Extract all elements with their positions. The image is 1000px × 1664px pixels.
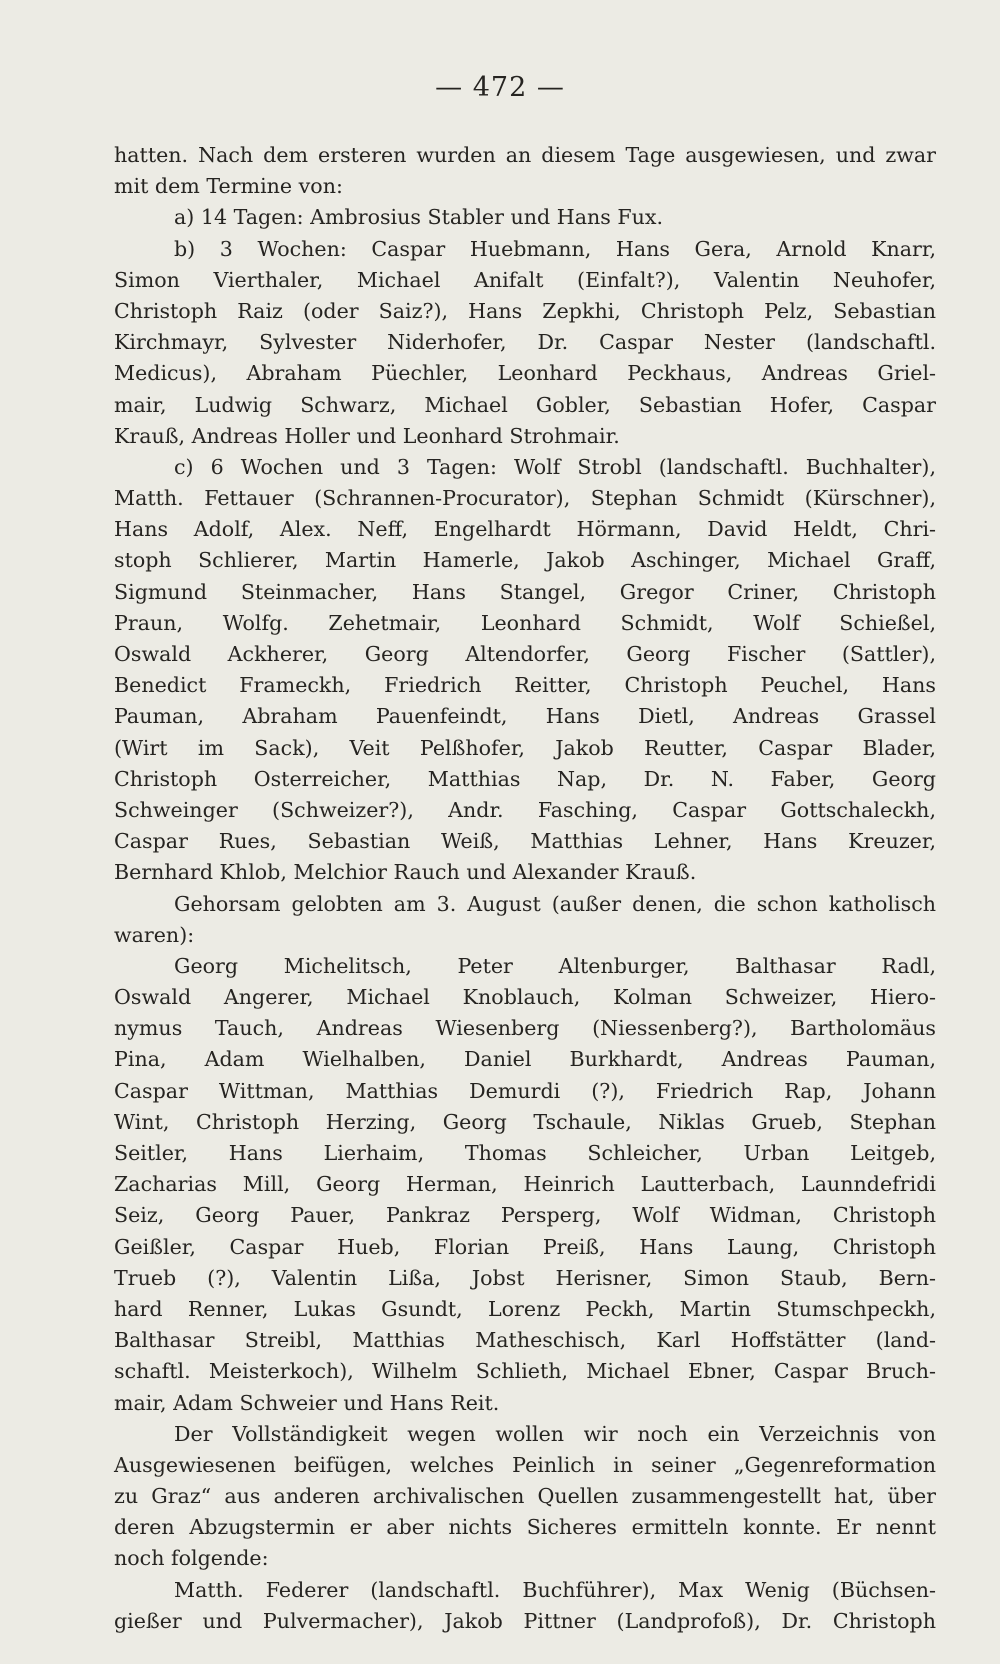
text-line: Gehorsam gelobten am 3. August (außer denen, die schon katholisch [174,891,936,916]
text-line: schaftl. Meisterkoch), Wilhelm Schlieth, Michael Ebner, Caspar Bruch- [114,1359,936,1384]
page-number: — 472 — [435,72,565,103]
text-line: Christoph Osterreicher, Matthias Nap, Dr. N. Faber, Georg [114,766,936,791]
text-line: noch folgende: [114,1546,269,1571]
text-line: Der Vollständigkeit wegen wollen wir noch ein Verzeichnis von [174,1421,936,1446]
body-text [114,140,936,1637]
text-line: Pauman, Abraham Pauenfeindt, Hans Dietl, Andreas Grassel [114,704,936,729]
text-line: Caspar Wittman, Matthias Demurdi (?), Friedrich Rap, Johann [114,1078,936,1103]
text-line: Oswald Ackherer, Georg Altendorfer, Georg Fischer (Sattler), [114,642,936,666]
text-line: Matth. Federer (landschaftl. Buchführer), Max Wenig (Büchsen- [174,1577,936,1602]
text-line: waren): [114,922,195,947]
text-line: Pina, Adam Wielhalben, Daniel Burkhardt, Andreas Pauman, [114,1047,936,1072]
text-line: Geißler, Caspar Hueb, Florian Preiß, Hans Laung, Christoph [114,1234,936,1259]
text-line: deren Abzugstermin er aber nichts Sicheres ermitteln konnte. Er nennt [114,1515,936,1540]
text-line: Krauß, Andreas Holler und Leonhard Strohmair. [114,423,620,448]
text-line: Praun, Wolfg. Zehetmair, Leonhard Schmidt, Wolf Schießel, [114,610,936,635]
text-line: c) 6 Wochen und 3 Tagen: Wolf Strobl (landschaftl. Buchhalter), [174,454,936,479]
text-line: Oswald Angerer, Michael Knoblauch, Kolman Schweizer, Hiero- [114,985,936,1010]
text-line: Bernhard Khlob, Melchior Rauch und Alexander Krauß. [114,860,697,885]
text-line: Kirchmayr, Sylvester Niderhofer, Dr. Caspar Nester (landschaftl. [114,330,936,355]
text-line: (Wirt im Sack), Veit Pelßhofer, Jakob Reutter, Caspar Blader, [114,735,936,760]
text-line: stoph Schlierer, Martin Hamerle, Jakob Aschinger, Michael Graff, [114,548,936,573]
text-line: hatten. Nach dem ersteren wurden an diesem Tage ausgewiesen, und zwar [114,143,936,167]
text-line: Seitler, Hans Lierhaim, Thomas Schleicher, Urban Leitgeb, [114,1141,936,1165]
text-line: nymus Tauch, Andreas Wiesenberg (Niessenberg?), Bartholomäus [114,1016,936,1041]
text-line: Seiz, Georg Pauer, Pankraz Persperg, Wolf Widman, Christoph [114,1203,936,1228]
text-line: Georg Michelitsch, Peter Altenburger, Balthasar Radl, [174,953,936,978]
text-line: Sigmund Steinmacher, Hans Stangel, Gregor Criner, Christoph [114,579,936,604]
text-line: Zacharias Mill, Georg Herman, Heinrich Lautterbach, Launndefridi [114,1172,936,1197]
text-line: Christoph Raiz (oder Saiz?), Hans Zepkhi, Christoph Pelz, Sebastian [114,298,936,323]
text-line: hard Renner, Lukas Gsundt, Lorenz Peckh, Martin Stumschpeckh, [114,1296,936,1321]
text-line: Hans Adolf, Alex. Neff, Engelhardt Hörmann, David Heldt, Chri- [114,517,936,542]
text-line: b) 3 Wochen: Caspar Huebmann, Hans Gera, Arnold Knarr, [174,236,936,261]
text-line: zu Graz“ aus anderen archivalischen Quellen zusammengestellt hat, über [114,1484,936,1509]
text-line: Schweinger (Schweizer?), Andr. Fasching, Caspar Gottschaleckh, [114,797,936,822]
text-line: Matth. Fettauer (Schrannen-Procurator), Stephan Schmidt (Kürschner), [114,486,936,511]
text-line: Ausgewiesenen beifügen, welches Peinlich in seiner „Gegenreformation [114,1452,936,1477]
text-line: a) 14 Tagen: Ambrosius Stabler und Hans Fux. [174,205,664,230]
text-line: mit dem Termine von: [114,174,343,199]
text-line: gießer und Pulvermacher), Jakob Pittner (Landprofoß), Dr. Christoph [114,1608,936,1633]
text-line: Simon Vierthaler, Michael Anifalt (Einfalt?), Valentin Neuhofer, [114,267,936,292]
text-line: Trueb (?), Valentin Lißa, Jobst Herisner, Simon Staub, Bern- [114,1265,936,1290]
text-line: Balthasar Streibl, Matthias Matheschisch, Karl Hoffstätter (land- [114,1328,936,1353]
text-line: Caspar Rues, Sebastian Weiß, Matthias Lehner, Hans Kreuzer, [114,829,936,854]
text-line: Wint, Christoph Herzing, Georg Tschaule, Niklas Grueb, Stephan [114,1109,936,1134]
text-line: mair, Ludwig Schwarz, Michael Gobler, Sebastian Hofer, Caspar [114,392,936,417]
text-line: mair, Adam Schweier und Hans Reit. [114,1390,500,1415]
text-line: Medicus), Abraham Püechler, Leonhard Peckhaus, Andreas Griel- [114,361,936,386]
text-line: Benedict Frameckh, Friedrich Reitter, Christoph Peuchel, Hans [114,673,936,698]
